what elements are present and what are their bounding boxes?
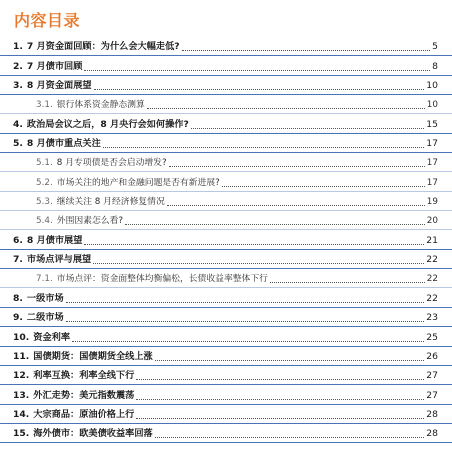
toc-page-number[interactable]: 25 bbox=[426, 332, 452, 346]
dot-leader bbox=[136, 406, 424, 419]
toc-entry-title[interactable]: 外汇走势：美元指数震荡 bbox=[33, 390, 134, 404]
dot-leader bbox=[270, 270, 425, 283]
toc-page-number[interactable]: 21 bbox=[426, 235, 452, 249]
toc-entry-title[interactable]: 8 月专项债是否会启动增发? bbox=[57, 157, 167, 171]
toc-entry[interactable] bbox=[0, 37, 452, 56]
toc-subentry[interactable] bbox=[0, 172, 452, 191]
toc-entry[interactable] bbox=[0, 327, 452, 346]
toc-list bbox=[0, 37, 452, 443]
toc-entry-title[interactable]: 资金利率 bbox=[33, 332, 70, 346]
toc-entry-number: 2. bbox=[13, 61, 23, 75]
dot-leader bbox=[155, 348, 425, 361]
toc-entry-title[interactable]: 海外债市：欧美债收益率回落 bbox=[33, 428, 152, 442]
toc-entry[interactable] bbox=[0, 134, 452, 153]
toc-entry-title[interactable]: 8 月债市展望 bbox=[27, 235, 83, 249]
toc-entry-number: 5. bbox=[13, 138, 23, 152]
toc-entry-number: 15. bbox=[13, 428, 29, 442]
toc-entry[interactable] bbox=[0, 405, 452, 424]
toc-page-number[interactable]: 28 bbox=[426, 428, 452, 442]
toc-entry-title[interactable]: 8 月债市重点关注 bbox=[27, 138, 101, 152]
toc-entry-number: 8. bbox=[13, 293, 23, 307]
toc-page-number[interactable]: 22 bbox=[427, 273, 452, 287]
toc-page-number[interactable]: 22 bbox=[426, 293, 452, 307]
toc-page-number[interactable]: 15 bbox=[426, 119, 452, 133]
toc-entry-number: 12. bbox=[13, 370, 29, 384]
toc-page-number[interactable]: 10 bbox=[427, 99, 452, 113]
toc-entry[interactable] bbox=[0, 250, 452, 269]
dot-leader bbox=[155, 425, 425, 438]
toc-entry-title[interactable]: 二级市场 bbox=[27, 312, 64, 326]
toc-subentry[interactable] bbox=[0, 211, 452, 230]
toc-page-number[interactable]: 17 bbox=[426, 138, 452, 152]
toc-page-number[interactable]: 17 bbox=[427, 157, 452, 171]
dot-leader bbox=[136, 387, 424, 400]
toc-entry[interactable] bbox=[0, 424, 452, 443]
toc-entry[interactable] bbox=[0, 385, 452, 404]
dot-leader bbox=[103, 135, 425, 148]
toc-page-number[interactable]: 8 bbox=[432, 61, 452, 75]
toc-page-number[interactable]: 17 bbox=[427, 177, 452, 191]
toc-entry-number: 5.4. bbox=[36, 215, 53, 229]
dot-leader bbox=[93, 251, 424, 264]
dot-leader bbox=[84, 58, 430, 71]
toc-entry-number: 3. bbox=[13, 80, 23, 94]
toc-entry-number: 4. bbox=[13, 119, 23, 133]
toc-entry[interactable] bbox=[0, 230, 452, 249]
toc-page-number[interactable]: 27 bbox=[426, 390, 452, 404]
toc-subentry[interactable] bbox=[0, 269, 452, 288]
toc-entry-title[interactable]: 7 月债市回顾 bbox=[27, 61, 83, 75]
toc-entry-number: 5.2. bbox=[36, 177, 53, 191]
toc-page-number[interactable]: 10 bbox=[426, 80, 452, 94]
dot-leader bbox=[84, 232, 424, 245]
dot-leader bbox=[191, 116, 424, 129]
dot-leader bbox=[169, 154, 425, 167]
toc-entry-title[interactable]: 利率互换：利率全线下行 bbox=[33, 370, 134, 384]
toc-entry-title[interactable]: 7 月资金面回顾：为什么会大幅走低? bbox=[27, 41, 180, 55]
toc-page-number[interactable]: 22 bbox=[426, 254, 452, 268]
toc-page-number[interactable]: 23 bbox=[426, 312, 452, 326]
toc-entry-number: 14. bbox=[13, 409, 29, 423]
toc-entry[interactable] bbox=[0, 114, 452, 133]
toc-entry-number: 7.1. bbox=[36, 273, 53, 287]
toc-entry-number: 5.1. bbox=[36, 157, 53, 171]
toc-entry-title[interactable]: 8 月资金面展望 bbox=[27, 80, 92, 94]
toc-page-number[interactable]: 26 bbox=[426, 351, 452, 365]
toc-entry-number: 11. bbox=[13, 351, 29, 365]
toc-entry-title[interactable]: 市场点评：资金面整体均衡偏松，长债收益率整体下行 bbox=[57, 273, 268, 287]
toc-entry[interactable] bbox=[0, 308, 452, 327]
toc-title: 内容目录 bbox=[14, 11, 81, 30]
toc-entry-number: 5.3. bbox=[36, 196, 53, 210]
toc-entry-title[interactable]: 大宗商品：原油价格上行 bbox=[33, 409, 134, 423]
toc-page-number[interactable]: 19 bbox=[427, 196, 452, 210]
dot-leader bbox=[167, 193, 425, 206]
toc-entry-number: 6. bbox=[13, 235, 23, 249]
toc-subentry[interactable] bbox=[0, 192, 452, 211]
toc-subentry[interactable] bbox=[0, 153, 452, 172]
dot-leader bbox=[66, 290, 425, 303]
toc-entry[interactable] bbox=[0, 366, 452, 385]
toc-entry-number: 7. bbox=[13, 254, 23, 268]
toc-entry-title[interactable]: 国债期货：国债期货全线上涨 bbox=[33, 351, 152, 365]
toc-entry-title[interactable]: 银行体系资金静态测算 bbox=[57, 99, 145, 113]
toc-entry[interactable] bbox=[0, 288, 452, 307]
dot-leader bbox=[136, 367, 424, 380]
toc-entry-number: 3.1. bbox=[36, 99, 53, 113]
dot-leader bbox=[125, 212, 425, 225]
toc-subentry[interactable] bbox=[0, 95, 452, 114]
toc-page-number[interactable]: 20 bbox=[427, 215, 452, 229]
toc-entry[interactable] bbox=[0, 76, 452, 95]
toc-entry-number: 10. bbox=[13, 332, 29, 346]
toc-entry-number: 9. bbox=[13, 312, 23, 326]
toc-entry-title[interactable]: 市场关注的地产和金融问题是否有新进展? bbox=[57, 177, 220, 191]
toc-page-number[interactable]: 5 bbox=[432, 41, 452, 55]
toc-entry[interactable] bbox=[0, 347, 452, 366]
dot-leader bbox=[72, 329, 424, 342]
toc-entry-title[interactable]: 政治局会议之后，8 月央行会如何操作? bbox=[27, 119, 189, 133]
dot-leader bbox=[94, 77, 425, 90]
toc-entry-title[interactable]: 外围因素怎么看? bbox=[57, 215, 123, 229]
toc-entry-number: 1. bbox=[13, 41, 23, 55]
toc-page-number[interactable]: 28 bbox=[426, 409, 452, 423]
dot-leader bbox=[182, 38, 431, 51]
dot-leader bbox=[222, 174, 425, 187]
toc-entry[interactable] bbox=[0, 56, 452, 75]
toc-entry-title[interactable]: 继续关注 8 月经济修复情况 bbox=[57, 196, 165, 210]
toc-entry-title[interactable]: 市场点评与展望 bbox=[27, 254, 91, 268]
toc-entry-title[interactable]: 一级市场 bbox=[27, 293, 64, 307]
dot-leader bbox=[147, 96, 425, 109]
toc-entry-number: 13. bbox=[13, 390, 29, 404]
dot-leader bbox=[66, 309, 425, 322]
toc-page-number[interactable]: 27 bbox=[426, 370, 452, 384]
